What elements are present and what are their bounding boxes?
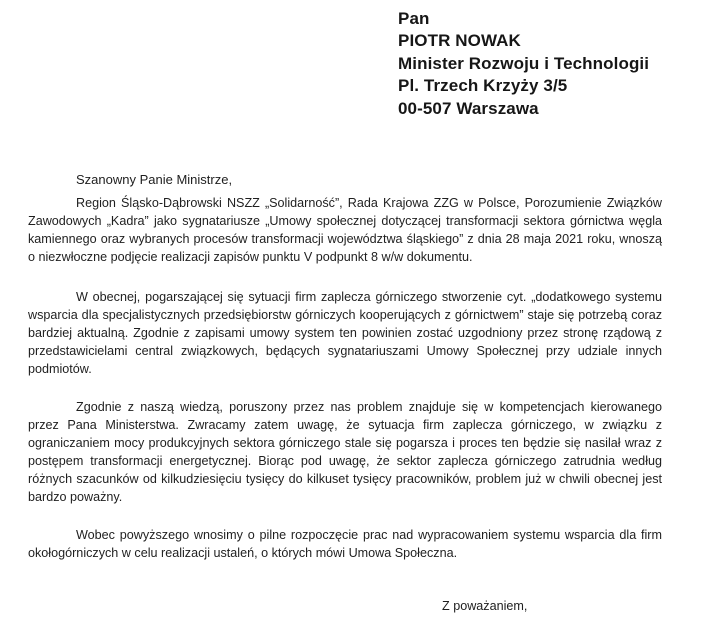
- paragraph-2: W obecnej, pogarszającej się sytuacji firm zaplecza górniczego stworzenie cyt. „dodatkowego systemu wsparcia dla specjalistycznych przedsiębiorstw górniczych kooperujących z górnictwem” staje się potrzebą coraz bardziej aktualną. Zgodnie z zapisami umowy system ten powinien zostać uzgodniony przez stronę rządową z przedstawicielami central związkowych, będących sygnatariuszami Umowy Społecznej przy udziale innych podmiotów.: [28, 290, 662, 376]
- recipient-position: Minister Rozwoju i Technologii: [398, 53, 650, 73]
- recipient-name: PIOTR NOWAK: [398, 31, 521, 51]
- recipient-street: Pl. Trzech Krzyży 3/5: [398, 76, 568, 96]
- recipient-city: 00-507 Warszawa: [398, 98, 539, 118]
- paragraph-3: Zgodnie z naszą wiedzą, poruszony przez nas problem znajduje się w kompetencjach kierowanego przez Pana Ministerstwa. Zwracamy zatem uwagę, że sytuacja firm zaplecza górniczego, w związku z ograniczaniem mocy produkcyjnych sektora górniczego stale się pogarsza i proces ten będzie się nasilał wraz z postępem transformacji energetycznej. Biorąc pod uwagę, że sektor zaplecza górniczego zatrudnia według różnych szacunków od kilkudziesięciu tysięcy do kilkuset tysięcy pracowników, problem już w chwili obecnej jest bardzo poważny.: [28, 400, 662, 504]
- salutation: Szanowny Panie Ministrze,: [76, 172, 233, 187]
- closing: Z poważaniem,: [442, 599, 528, 613]
- paragraph-1: Region Śląsko-Dąbrowski NSZZ „Solidarność”, Rada Krajowa ZZG w Polsce, Porozumienie Związków Zawodowych „Kadra” jako sygnatariusze „Umowy społecznej dotyczącej transformacji sektora górnictwa węgla kamiennego oraz wybranych procesów transformacji województwa śląskiego” z dnia 28 maja 2021 roku, wnoszą o niezwłoczne podjęcie realizacji zapisów punktu V podpunkt 8 w/w dokumentu.: [28, 196, 662, 264]
- recipient-title: Pan: [398, 9, 430, 28]
- paragraph-4: Wobec powyższego wnosimy o pilne rozpoczęcie prac nad wypracowaniem systemu wsparcia dla firm okołogórniczych w celu realizacji ustaleń, o których mówi Umowa Społeczna.: [28, 528, 662, 560]
- recipient-address: [398, 8, 649, 120]
